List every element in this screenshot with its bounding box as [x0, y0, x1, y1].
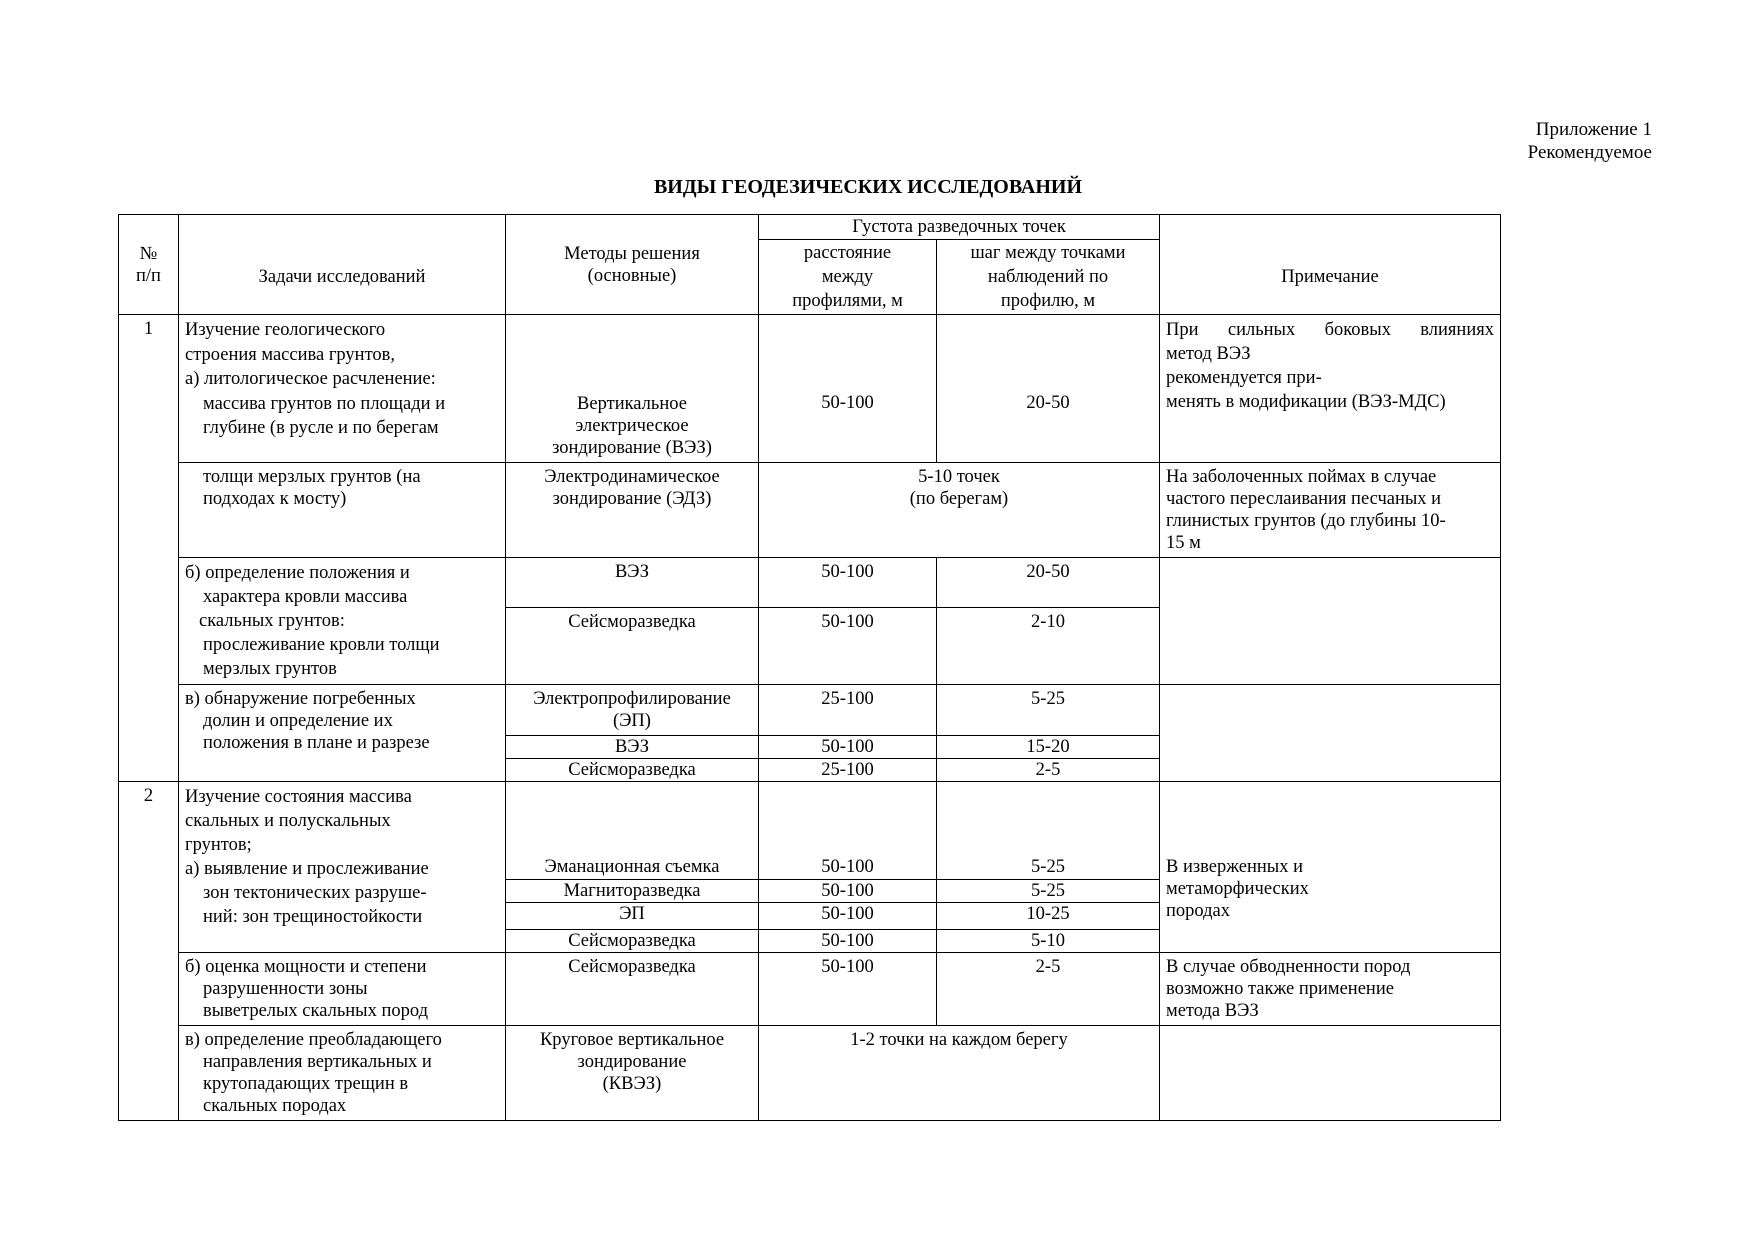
task-cell: в) определение преобладающего направления вертикальных и крутопадающих трещин в скальных породах [179, 1026, 506, 1121]
distance-cell: 50-100 [759, 930, 937, 953]
distance-cell: 50-100 [759, 880, 937, 903]
step-cell: 15-20 [937, 736, 1160, 759]
appendix-number: Приложение 1 [1535, 119, 1652, 140]
table-header-row [119, 215, 1501, 240]
distance-cell: 50-100 [759, 903, 937, 930]
task-cell: б) оценка мощности и степени разрушенности зоны выветрелых скальных пород [179, 953, 506, 1026]
distance-cell: 50-100 [759, 607, 937, 684]
row-number: 2 [119, 782, 179, 1121]
step-cell: 2-5 [937, 953, 1160, 1026]
table-row [119, 1026, 1501, 1121]
table-row [119, 782, 1501, 880]
distance-cell: 50-100 [759, 315, 937, 463]
note-cell: В изверженных и метаморфических породах [1160, 782, 1501, 953]
step-cell: 2-5 [937, 759, 1160, 782]
distance-cell: 25-100 [759, 685, 937, 736]
appendix-status: Рекомендуемое [1527, 142, 1652, 163]
task-cell: Изучение состояния массива скальных и полускальных грунтов; а) выявление и прослеживание зон тектонических разруше- ний: зон трещиностойкости [179, 782, 506, 953]
note-cell-empty [1160, 1026, 1501, 1121]
method-cell: Электродинамическое зондирование (ЭДЗ) [506, 463, 759, 558]
step-cell: 20-50 [937, 558, 1160, 608]
header-cell-tasks: Задачи исследований [179, 215, 506, 315]
method-cell: Магниторазведка [506, 880, 759, 903]
row-number: 1 [119, 315, 179, 782]
task-cell: Изучение геологического строения массива грунтов, а) литологическое расчленение: массива грунтов по площади и глубине (в русле и по берегам [179, 315, 506, 463]
method-cell: Электропрофилирование (ЭП) [506, 685, 759, 736]
note-cell-empty [1160, 558, 1501, 685]
header-cell-profile-distance: расстояние между профилями, м [759, 240, 937, 315]
distance-cell: 50-100 [759, 782, 937, 880]
header-cell-note: Примечание [1160, 215, 1501, 315]
step-cell: 2-10 [937, 607, 1160, 684]
appendix-label [1528, 118, 1652, 164]
method-cell: Сейсморазведка [506, 607, 759, 684]
task-cell: в) обнаружение погребенных долин и определение их положения в плане и разрезе [179, 685, 506, 782]
method-cell: ВЭЗ [506, 736, 759, 759]
table-row [119, 315, 1501, 463]
distance-cell: 25-100 [759, 759, 937, 782]
step-cell: 5-25 [937, 685, 1160, 736]
header-cell-point-step: шаг между точками наблюдений по профилю, м [937, 240, 1160, 315]
note-cell: В случае обводненности пород возможно также применение метода ВЭЗ [1160, 953, 1501, 1026]
step-cell: 5-10 [937, 930, 1160, 953]
method-cell: Сейсморазведка [506, 759, 759, 782]
task-cell: толщи мерзлых грунтов (на подходах к мосту) [179, 463, 506, 558]
method-cell: ЭП [506, 903, 759, 930]
note-cell: На заболоченных поймах в случае частого переслаивания песчаных и глинистых грунтов (до глубины 10- 15 м [1160, 463, 1501, 558]
method-cell: Сейсморазведка [506, 930, 759, 953]
method-cell: Вертикальное электрическое зондирование (ВЭЗ) [506, 315, 759, 463]
note-cell-empty [1160, 685, 1501, 782]
document-title: ВИДЫ ГЕОДЕЗИЧЕСКИХ ИССЛЕДОВАНИЙ [653, 176, 1083, 198]
task-cell: б) определение положения и характера кровли массива скальных грунтов: прослеживание кровли толщи мерзлых грунтов [179, 558, 506, 685]
method-cell: Эманационная съемка [506, 782, 759, 880]
density-cell: 5-10 точек (по берегам) [759, 463, 1160, 558]
step-cell: 20-50 [937, 315, 1160, 463]
header-cell-density: Густота разведочных точек [759, 215, 1160, 240]
method-cell: ВЭЗ [506, 558, 759, 608]
header-cell-number: № п/п [119, 215, 179, 315]
density-cell: 1-2 точки на каждом берегу [759, 1026, 1160, 1121]
table-row [119, 558, 1501, 608]
survey-types-table [118, 214, 1501, 1121]
table-row [119, 463, 1501, 558]
distance-cell: 50-100 [759, 736, 937, 759]
step-cell: 5-25 [937, 880, 1160, 903]
step-cell: 10-25 [937, 903, 1160, 930]
method-cell: Сейсморазведка [506, 953, 759, 1026]
table-row [119, 953, 1501, 1026]
table-row [119, 685, 1501, 736]
method-cell: Круговое вертикальное зондирование (КВЭЗ) [506, 1026, 759, 1121]
distance-cell: 50-100 [759, 558, 937, 608]
note-cell: При сильных боковых влияниях метод ВЭЗ рекомендуется при- менять в модификации (ВЭЗ-МДС) [1160, 315, 1501, 463]
header-cell-methods: Методы решения (основные) [506, 215, 759, 315]
distance-cell: 50-100 [759, 953, 937, 1026]
step-cell: 5-25 [937, 782, 1160, 880]
